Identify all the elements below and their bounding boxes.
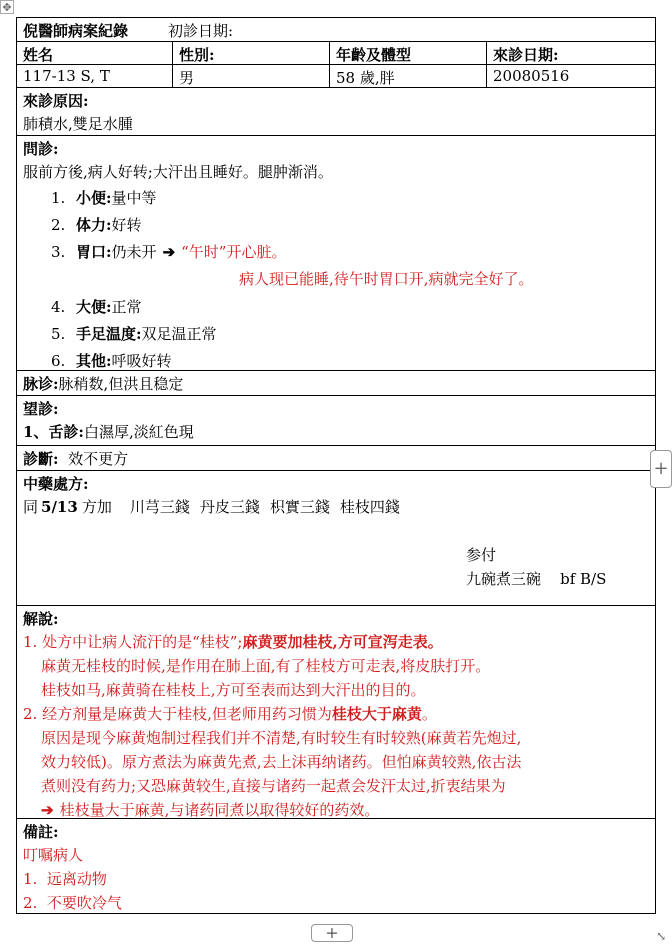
list-number: 2. bbox=[51, 216, 66, 234]
herb-item: 桂枝四錢 bbox=[339, 498, 400, 516]
explanation-p1-b[interactable]: 麻黄要加桂枝,方可宣泻走表。 bbox=[242, 633, 443, 651]
list-number: 3. bbox=[51, 243, 66, 261]
explanation-p2-line3[interactable]: 效力较低)。原方煮法为麻黄先煮,去上沫再纳诸药。但怕麻黄较熟,依古法 bbox=[41, 753, 522, 771]
explanation-section bbox=[17, 606, 656, 819]
explanation-p1-line3[interactable]: 桂枝如马,麻黄骑在桂枝上,方可至表而达到大汗出的目的。 bbox=[41, 681, 426, 699]
tongue-label: 1、舌診: bbox=[23, 423, 84, 441]
name-value[interactable]: 117-13 S, T bbox=[17, 65, 173, 87]
prescription-label: 中藥處方: bbox=[23, 475, 89, 493]
inquiry-list bbox=[23, 185, 649, 266]
name-header: 姓名 bbox=[17, 42, 173, 64]
item-label: 体力: bbox=[76, 216, 112, 234]
reason-text[interactable]: 肺積水,雙足水腫 bbox=[23, 115, 133, 133]
prescription-line[interactable] bbox=[23, 495, 649, 520]
inquiry-label: 問診: bbox=[23, 140, 59, 158]
explanation-p2-c: 。 bbox=[421, 705, 437, 723]
inquiry-section bbox=[17, 136, 656, 371]
list-number: 5. bbox=[51, 325, 66, 343]
pulse-text[interactable]: 脉稍数,但洪且稳定 bbox=[58, 375, 184, 393]
list-number: 2. bbox=[23, 894, 38, 912]
para-number: 1. bbox=[23, 633, 38, 651]
list-item bbox=[23, 348, 649, 375]
explanation-p2-b[interactable]: 桂枝大于麻黄 bbox=[331, 705, 422, 723]
diagnosis-text[interactable]: 效不更方 bbox=[68, 450, 129, 468]
add-row-plus-icon[interactable]: + bbox=[311, 924, 353, 942]
visit-date-header: 來診日期: bbox=[493, 46, 559, 64]
notes-section bbox=[17, 819, 656, 914]
prescription-extra[interactable]: 参付 bbox=[466, 546, 497, 564]
para-number: 2. bbox=[23, 705, 38, 723]
notes-intro[interactable]: 叮嘱病人 bbox=[23, 846, 84, 864]
gender-header: 性別: bbox=[173, 42, 330, 64]
table-move-handle-icon[interactable]: ✥ bbox=[0, 0, 14, 14]
age-build-header: 年齡及體型 bbox=[330, 42, 487, 64]
explanation-p2-line4[interactable]: 煮则没有药力;又恐麻黄较生,直接与诸药一起煮会发汗太过,折衷结果为 bbox=[41, 777, 506, 795]
list-item bbox=[23, 212, 649, 239]
item-label: 手足温度: bbox=[76, 325, 142, 343]
resize-handle-icon[interactable]: ⤡ bbox=[655, 929, 667, 943]
diagnosis-label: 診斷: bbox=[23, 450, 59, 468]
pulse-label: 脉诊: bbox=[23, 375, 59, 393]
explanation-p2-line5[interactable]: 桂枝量大于麻黄,与诸药同煮以取得较好的药效。 bbox=[59, 801, 380, 819]
item-text[interactable]: 呼吸好转 bbox=[111, 352, 172, 370]
reason-label: 來診原因: bbox=[23, 92, 89, 110]
note-item[interactable]: 远离动物 bbox=[46, 870, 107, 888]
item-label: 大便: bbox=[76, 298, 112, 316]
prescription-prefix: 同 bbox=[23, 498, 39, 516]
prescription-add: 方加 bbox=[81, 498, 112, 516]
list-number: 1. bbox=[23, 870, 38, 888]
observation-label: 望診: bbox=[23, 400, 59, 418]
age-build-value[interactable]: 58 歲,胖 bbox=[330, 65, 487, 87]
inquiry-intro[interactable]: 服前方後,病人好转;大汗出且睡好。腿肿渐消。 bbox=[23, 163, 333, 181]
explanation-p2-line2[interactable]: 原因是现今麻黄炮制过程我们并不清楚,有时较生有时较熟(麻黄若先炮过, bbox=[41, 729, 522, 747]
notes-label: 備註: bbox=[23, 823, 59, 841]
item-label: 胃口: bbox=[76, 243, 112, 261]
visit-date-value[interactable]: 20080516 bbox=[493, 67, 570, 85]
list-number: 6. bbox=[51, 352, 66, 370]
info-header-row bbox=[17, 42, 656, 65]
item-label: 其他: bbox=[76, 352, 112, 370]
cooking-instruction[interactable]: 九碗煮三碗 bbox=[466, 570, 542, 588]
appetite-note[interactable]: “午时”开心脏。 bbox=[181, 243, 287, 261]
arrow-right-icon: ➔ bbox=[41, 801, 54, 819]
appetite-note-detail[interactable]: 病人现已能睡,待午时胃口开,病就完全好了。 bbox=[239, 270, 534, 288]
dosage-timing[interactable]: bf B/S bbox=[560, 570, 607, 588]
list-item bbox=[23, 294, 649, 321]
tongue-text[interactable]: 白濕厚,淡紅色現 bbox=[83, 423, 194, 441]
herb-item: 川芎三錢 bbox=[129, 498, 190, 516]
herb-item: 枳實三錢 bbox=[269, 498, 330, 516]
first-visit-label: 初診日期: bbox=[168, 22, 234, 40]
medical-record-table bbox=[16, 17, 656, 914]
list-item bbox=[23, 321, 649, 348]
prescription-date-ref: 5/13 bbox=[41, 498, 78, 516]
item-text[interactable]: 双足温正常 bbox=[141, 325, 217, 343]
explanation-p1-a[interactable]: 处方中让病人流汗的是“桂枝”; bbox=[42, 633, 243, 651]
item-text[interactable]: 正常 bbox=[111, 298, 142, 316]
gender-value[interactable]: 男 bbox=[173, 65, 330, 87]
prescription-section bbox=[17, 471, 656, 606]
record-title: 倪醫師病案紀錄 bbox=[23, 22, 129, 40]
list-number: 1. bbox=[51, 189, 66, 207]
explanation-p2-a[interactable]: 经方剂量是麻黄大于桂枝,但老师用药习惯为 bbox=[42, 705, 332, 723]
explanation-label: 解說: bbox=[23, 610, 59, 628]
explanation-p1-line2[interactable]: 麻黄无桂枝的时候,是作用在肺上面,有了桂枝方可走表,将皮肤打开。 bbox=[41, 657, 491, 675]
herb-item: 丹皮三錢 bbox=[199, 498, 260, 516]
list-item bbox=[23, 239, 649, 266]
info-value-row bbox=[17, 65, 656, 88]
list-number: 4. bbox=[51, 298, 66, 316]
item-label: 小便: bbox=[76, 189, 112, 207]
list-item bbox=[23, 185, 649, 212]
arrow-right-icon: ➔ bbox=[162, 243, 176, 261]
reason-section bbox=[17, 88, 656, 136]
title-row bbox=[17, 18, 656, 42]
diagnosis-section bbox=[17, 446, 656, 471]
add-column-plus-icon[interactable]: + bbox=[650, 450, 672, 488]
item-text[interactable]: 好转 bbox=[111, 216, 142, 234]
note-item[interactable]: 不要吹冷气 bbox=[46, 894, 122, 912]
inquiry-list-continued bbox=[23, 294, 649, 375]
observation-section bbox=[17, 396, 656, 446]
item-text[interactable]: 仍未开 bbox=[111, 243, 157, 261]
item-text[interactable]: 量中等 bbox=[111, 189, 157, 207]
